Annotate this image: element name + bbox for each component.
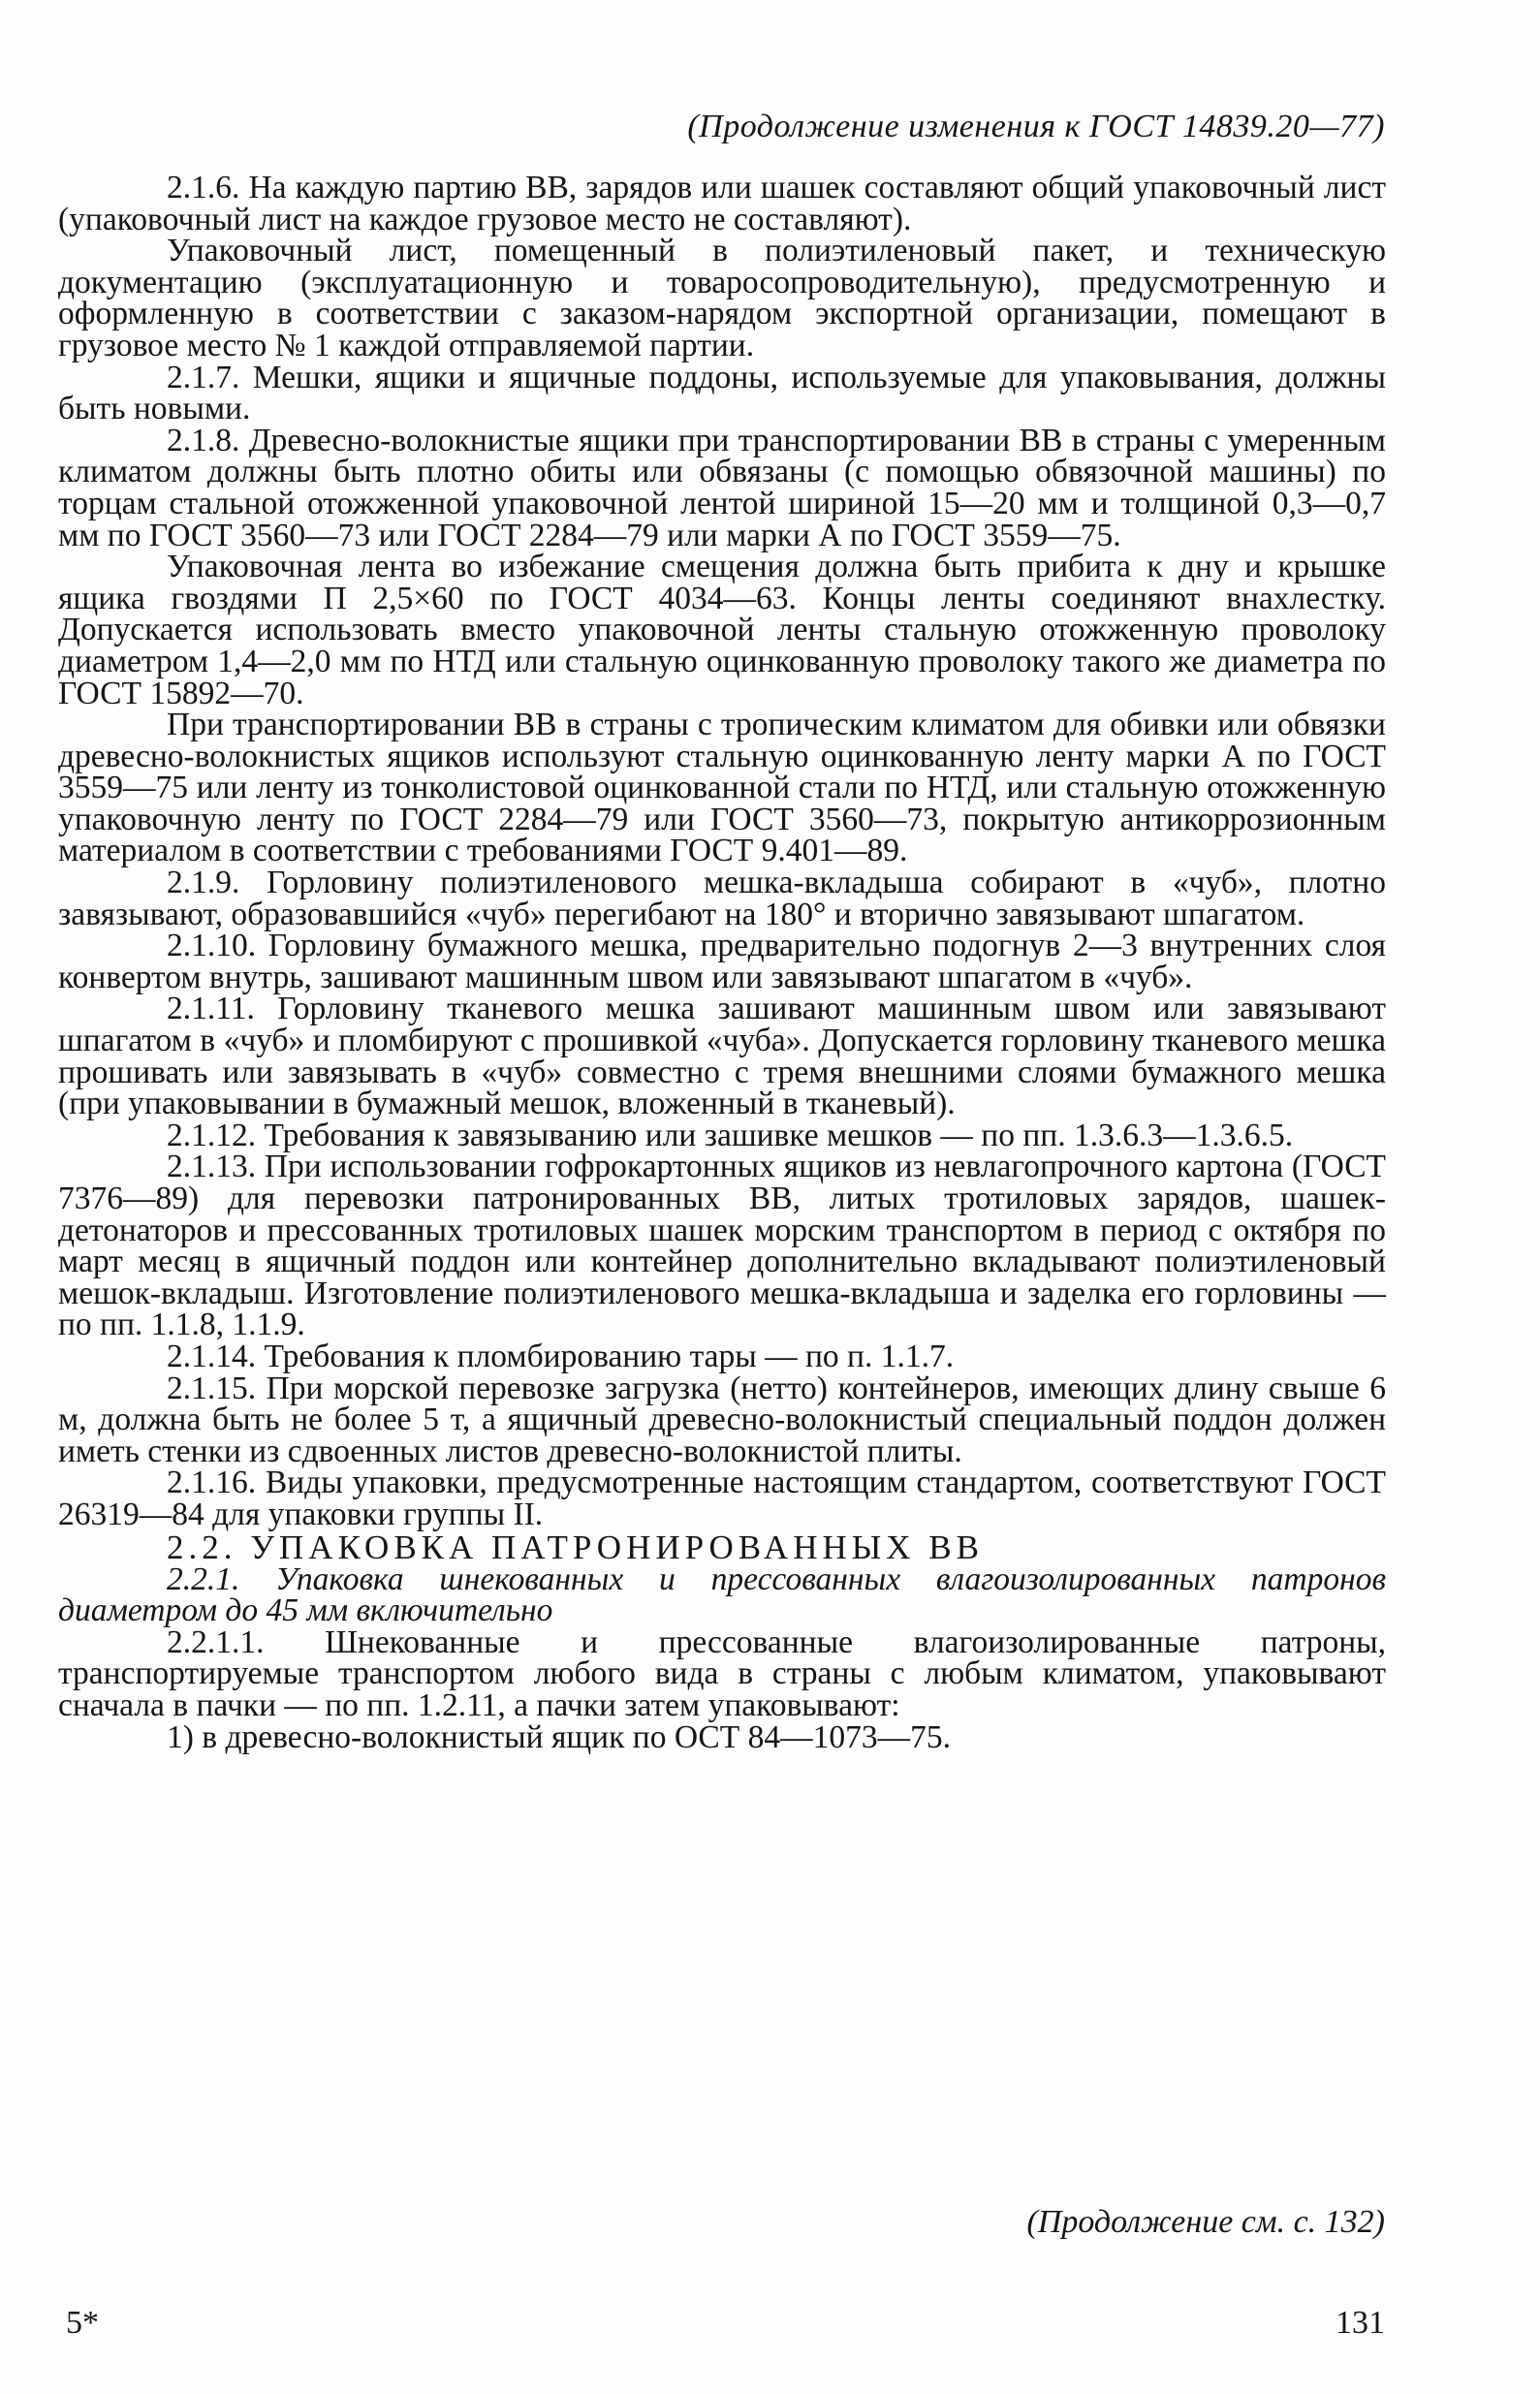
paragraph-2-1-8: 2.1.8. Древесно-волокнистые ящики при транспортировании ВВ в страны с умеренным климатом должны быть плотно обиты или обвязаны (с помощью обвязочной машины) по торцам стальной отожженной упаковочной лентой шириной 15—20 мм и толщиной 0,3—0,7 мм по ГОСТ 3560—73 или ГОСТ 2284—79 или марки А по ГОСТ 3559—75.: [58, 422, 1386, 553]
paragraph-2-1-7: 2.1.7. Мешки, ящики и ящичные поддоны, используемые для упаковывания, должны быть новыми.: [58, 359, 1386, 427]
paragraph-packing-tape: Упаковочная лента во избежание смещения должна быть прибита к дну и крышке ящика гвоздями П 2,5×60 по ГОСТ 4034—63. Концы ленты соединяют внахлестку. Допускается использовать вместо упаковочной ленты стальную отожженную проволоку диаметром 1,4—2,0 мм по НТД или стальную оцинкованную проволоку такого же диаметра по ГОСТ 15892—70.: [58, 549, 1386, 711]
page-number: 131: [1336, 2305, 1385, 2341]
document-body: [58, 170, 1386, 1755]
paragraph-2-2-1-1: 2.2.1.1. Шнекованные и прессованные влагоизолированные патроны, транспортируемые транспортом любого вида в страны с любым климатом, упаковывают сначала в пачки — по пп. 1.2.11, а пачки затем упаковывают:: [58, 1623, 1386, 1723]
paragraph-2-1-11: 2.1.11. Горловину тканевого мешка зашивают машинным швом или завязывают шпагатом в «чуб» и пломбируют с прошивкой «чуба». Допускается горловину тканевого мешка прошивать или завязывать в «чуб» совместно с тремя внешними слоями бумажного мешка (при упаковывании в бумажный мешок, вложенный в тканевый).: [58, 991, 1386, 1122]
signature-mark: 5*: [66, 2305, 99, 2341]
paragraph-2-1-9: 2.1.9. Горловину полиэтиленового мешка-вкладыша собирают в «чуб», плотно завязывают, образовавшийся «чуб» перегибают на 180° и вторично завязывают шпагатом.: [58, 865, 1386, 932]
paragraph-2-1-14: 2.1.14. Требования к пломбированию тары — по п. 1.1.7.: [167, 1338, 955, 1374]
section-heading-2-2: 2.2. УПАКОВКА ПАТРОНИРОВАННЫХ ВВ: [167, 1528, 984, 1566]
paragraph-tropical-climate: При транспортировании ВВ в страны с тропическим климатом для обивки или обвязки древесно-волокнистых ящиков используют стальную оцинкованную ленту марки А по ГОСТ 3559—75 или ленту из тонколистовой оцинкованной стали по НТД, или стальную отожженную упаковочную ленту по ГОСТ 2284—79 или ГОСТ 3560—73, покрытую антикоррозионным материалом в соответствии с требованиями ГОСТ 9.401—89.: [58, 707, 1386, 869]
paragraph-2-1-6: 2.1.6. На каждую партию ВВ, зарядов или шашек составляют общий упаковочный лист (упаковочный лист на каждое грузовое место не составляют).: [58, 170, 1386, 237]
paragraph-2-1-16: 2.1.16. Виды упаковки, предусмотренные настоящим стандартом, соответствуют ГОСТ 26319—84 для упаковки группы II.: [58, 1465, 1386, 1532]
paragraph-packing-list: Упаковочный лист, помещенный в полиэтиленовый пакет, и техническую документацию (эксплуатационную и товаросопроводительную), предусмотренную и оформленную в соответствии с заказом-нарядом экспортной организации, помещают в грузовое место № 1 каждой отправляемой партии.: [58, 233, 1386, 363]
paragraph-2-1-12: 2.1.12. Требования к завязыванию или зашивке мешков — по пп. 1.3.6.3—1.3.6.5.: [167, 1117, 1294, 1153]
paragraph-2-1-10: 2.1.10. Горловину бумажного мешка, предварительно подогнув 2—3 внутренних слоя конвертом внутрь, зашивают машинным швом или завязывают шпагатом в «чуб».: [58, 928, 1386, 995]
list-item-1: 1) в древесно-волокнистый ящик по ОСТ 84—1073—75.: [167, 1718, 951, 1755]
paragraph-2-1-15: 2.1.15. При морской перевозке загрузка (нетто) контейнеров, имеющих длину свыше 6 м, должна быть не более 5 т, а ящичный древесно-волокнистый специальный поддон должен иметь стенки из сдвоенных листов древесно-волокнистой плиты.: [58, 1370, 1386, 1469]
paragraph-2-1-13: 2.1.13. При использовании гофрокартонных ящиков из невлагопрочного картона (ГОСТ 7376—89) для перевозки патронированных ВВ, литых тротиловых зарядов, шашек-детонаторов и прессованных тротиловых шашек морским транспортом в период с октября по март месяц в ящичный поддон или контейнер дополнительно вкладывают полиэтиленовый мешок-вкладыш. Изготовление полиэтиленового мешка-вкладыша и заделка его горловины — по пп. 1.1.8, 1.1.9.: [58, 1149, 1386, 1343]
subsection-heading-2-2-1: 2.2.1. Упаковка шнекованных и прессованных влагоизолированных патронов диаметром до 45 мм включительно: [58, 1560, 1386, 1629]
continuation-header: (Продолжение изменения к ГОСТ 14839.20—77): [687, 109, 1385, 144]
continuation-note: (Продолжение см. с. 132): [1026, 2204, 1385, 2240]
